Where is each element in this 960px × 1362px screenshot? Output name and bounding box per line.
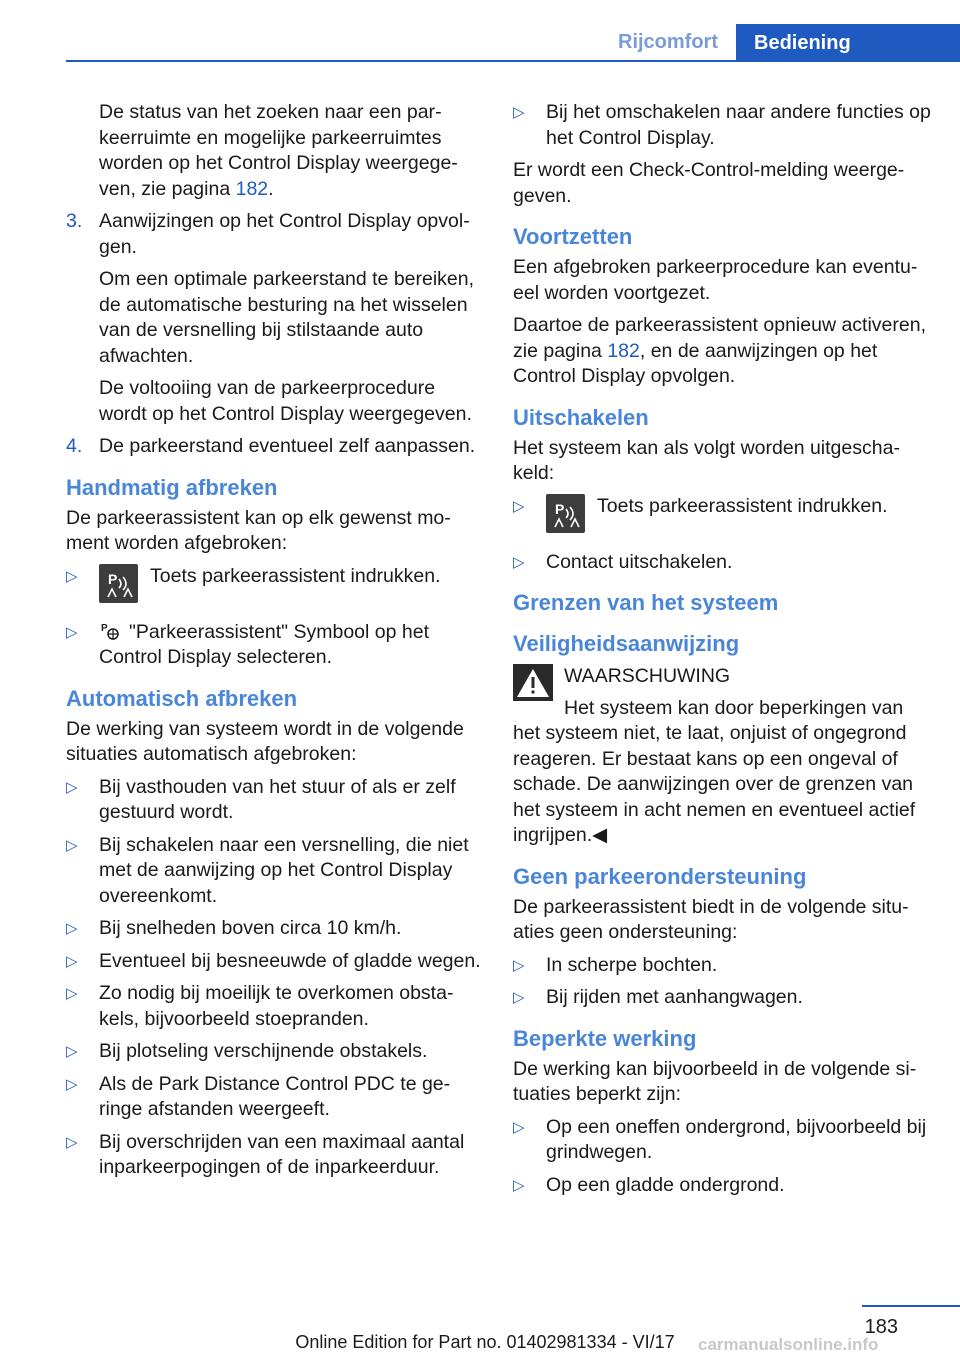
- list-item: ▷ Zo nodig bij moeilijk te overkomen obstakels, bijvoorbeeld stoepranden.: [66, 982, 454, 1030]
- list-item: ▷ In scherpe bochten.: [513, 953, 933, 979]
- left-column: [66, 100, 484, 1188]
- heading-limited-function: Beperkte werking: [513, 1025, 697, 1051]
- bullet-icon: ▷: [66, 623, 78, 641]
- header-rule: [66, 60, 960, 62]
- parking-assistant-button-icon: [99, 564, 138, 603]
- list-item: ▷ Bij overschrijden van een maximaal aantal inparkeerpogingen of de inparkeerduur.: [66, 1130, 465, 1178]
- list-item-text: Toets parkeerassistent indrukken.: [597, 494, 888, 517]
- list-item: ▷ Bij rijden met aanhangwagen.: [513, 985, 933, 1011]
- list-item: ▷ Bij schakelen naar een versnelling, die niet met de aanwijzing op het Control Display overeenkomt.: [66, 833, 469, 907]
- right-column: [513, 100, 933, 1205]
- header-section-tab: Rijcomfort: [618, 31, 718, 53]
- page-link-182[interactable]: 182: [607, 339, 640, 362]
- page-number: 183: [864, 1316, 898, 1338]
- bullet-icon: ▷: [513, 956, 525, 974]
- list-item: ▷ Bij het omschakelen naar andere functies op het Control Display.: [513, 101, 931, 149]
- list-item: ▷ Contact uitschakelen.: [513, 550, 933, 576]
- bullet-icon: ▷: [66, 567, 78, 585]
- bullet-icon: ▷: [513, 1118, 525, 1136]
- list-item-text: "Parkeerassistent" Symbool op het Control Display selecteren.: [99, 620, 429, 668]
- svg-text:P: P: [101, 622, 108, 634]
- list-item: [66, 620, 484, 671]
- paragraph: Er wordt een Check-Control-melding weergegeven.: [513, 159, 905, 207]
- step-3-paragraph: Om een optimale parkeerstand te bereiken, de automatische besturing na het wisselen van de versnelling bij stilstaande auto afwachten.: [99, 268, 475, 367]
- paragraph: De werking van systeem wordt in de volgende situaties automatisch afgebroken:: [66, 717, 464, 765]
- bullet-icon: ▷: [513, 104, 525, 121]
- end-marker: ◀: [592, 824, 608, 846]
- warning-triangle-icon: [513, 664, 553, 701]
- heading-safety-notice: Veiligheidsaanwijzing: [513, 631, 740, 656]
- heading-continue: Voortzetten: [513, 224, 633, 249]
- list-item: ▷ Op een oneffen ondergrond, bijvoorbeeld bij grindwegen.: [513, 1115, 927, 1163]
- list-item: [66, 564, 484, 610]
- paragraph: Een afgebroken parkeerprocedure kan eventueel worden voortgezet.: [513, 256, 918, 304]
- bullet-icon: ▷: [66, 1075, 78, 1093]
- step-number: 4.: [66, 435, 83, 457]
- paragraph: De werking kan bijvoorbeeld in de volgende situaties beperkt zijn:: [513, 1057, 917, 1105]
- footer-edition: Online Edition for Part no. 01402981334 - VI/17: [295, 1332, 675, 1352]
- list-item: ▷ Bij snelheden boven circa 10 km/h.: [66, 916, 484, 942]
- bullet-icon: ▷: [66, 836, 78, 854]
- warning-block: [513, 664, 933, 849]
- footer-rule: [862, 1305, 960, 1307]
- list-item: ▷ Als de Park Distance Control PDC te geringe afstanden weergeeft.: [66, 1072, 451, 1120]
- paragraph: Daartoe de parkeerassistent opnieuw activeren, zie pagina 182, en de aanwijzingen op het Control Display opvolgen.: [513, 314, 926, 387]
- bullet-icon: ▷: [513, 497, 525, 515]
- warning-title: WAARSCHUWING: [564, 665, 731, 687]
- bullet-icon: ▷: [66, 985, 78, 1002]
- bullet-icon: ▷: [66, 778, 78, 796]
- list-item-text: Toets parkeerassistent indrukken.: [150, 564, 441, 587]
- warning-text-first-line: Het systeem kan door beperkingen van: [564, 696, 904, 719]
- bullet-icon: ▷: [66, 952, 78, 970]
- bullet-icon: ▷: [513, 1176, 525, 1194]
- step-text: De parkeerstand eventueel zelf aanpassen.: [99, 435, 476, 457]
- svg-text:P: P: [555, 500, 565, 517]
- list-item: [513, 494, 933, 540]
- bullet-icon: ▷: [513, 553, 525, 571]
- bullet-icon: ▷: [66, 920, 78, 937]
- warning-text: het systeem niet, te laat, onjuist of ongegrond reageren. Er bestaat kans op een ongeval of schade. De aanwijzingen over de grenzen van het systeem in acht nemen en eventueel actief ingrijpen.◀: [513, 722, 916, 846]
- list-item: ▷ Eventueel bij besneeuwde of gladde wegen.: [66, 949, 484, 975]
- heading-no-support: Geen parkeerondersteuning: [513, 863, 807, 889]
- paragraph: Het systeem kan als volgt worden uitgeschakeld:: [513, 436, 900, 484]
- list-item: ▷ Op een gladde ondergrond.: [513, 1173, 933, 1199]
- step-4: [66, 434, 484, 460]
- page-link-182[interactable]: 182: [235, 177, 269, 200]
- step-3: [66, 209, 484, 260]
- step-3-paragraph: De voltooiing van de parkeerprocedure wordt op het Control Display weergegeven.: [99, 377, 472, 425]
- paragraph: De parkeerassistent kan op elk gewenst moment worden afgebroken:: [66, 506, 451, 554]
- step-2-continuation: De status van het zoeken naar een parkeerruimte en mogelijke parkeerruimtes worden op het Control Display weergegeven, zie pagina 182.: [99, 101, 458, 200]
- step-number: 3.: [66, 210, 83, 232]
- paragraph: De parkeerassistent biedt in de volgende situaties geen ondersteuning:: [513, 895, 909, 943]
- parking-assistant-button-icon: [546, 494, 585, 533]
- list-item: ▷ Bij plotseling verschijnende obstakels.: [66, 1039, 484, 1065]
- watermark: carmanualsonline.info: [698, 1335, 879, 1354]
- parking-assistant-symbol-icon: [99, 620, 123, 642]
- bullet-icon: ▷: [66, 1133, 78, 1151]
- header-active-tab: Bediening: [736, 24, 960, 62]
- svg-text:P: P: [108, 570, 118, 587]
- heading-manual-cancel: Handmatig afbreken: [66, 474, 278, 500]
- bullet-icon: ▷: [66, 1043, 78, 1060]
- bullet-icon: ▷: [513, 989, 525, 1006]
- heading-auto-cancel: Automatisch afbreken: [66, 685, 298, 711]
- step-text: Aanwijzingen op het Control Display opvolgen.: [99, 210, 470, 258]
- heading-system-limits: Grenzen van het systeem: [513, 590, 779, 615]
- heading-switch-off: Uitschakelen: [513, 404, 649, 430]
- list-item: ▷ Bij vasthouden van het stuur of als er zelf gestuurd wordt.: [66, 775, 456, 823]
